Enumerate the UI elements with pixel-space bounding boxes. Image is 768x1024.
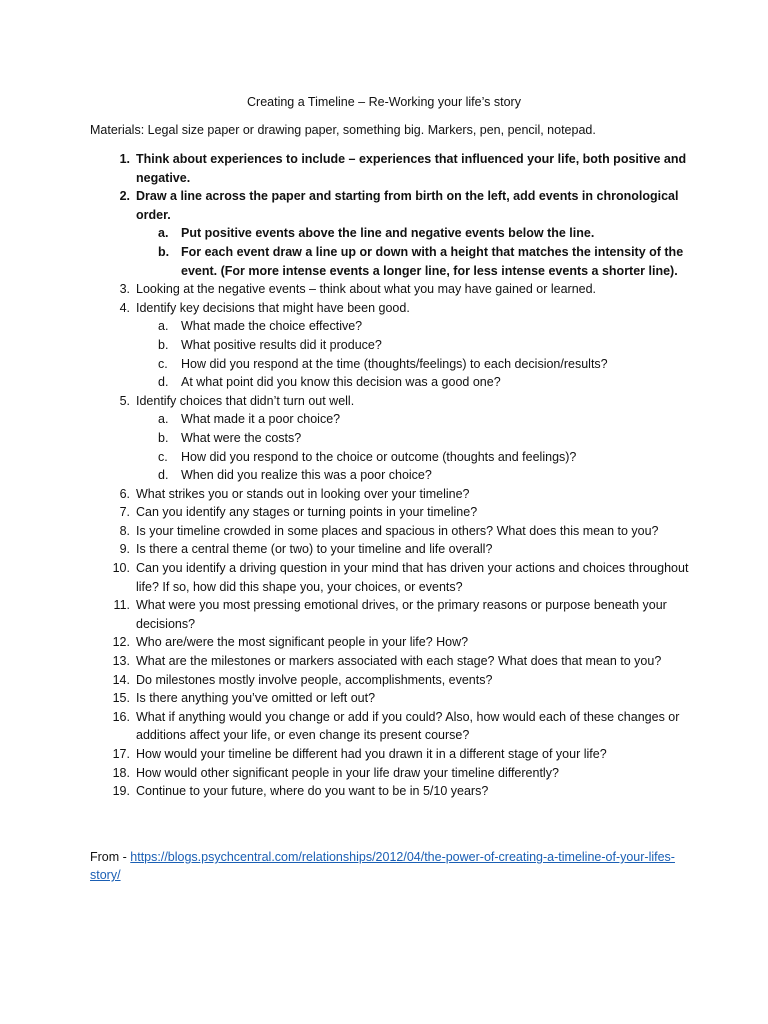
list-item-number: 16.: [112, 709, 130, 724]
list-item: [90, 392, 690, 411]
list-item: [90, 782, 690, 801]
list-item-text: Can you identify any stages or turning points in your timeline?: [136, 505, 478, 520]
list-item: [90, 633, 690, 652]
list-item-number: 6.: [119, 486, 130, 501]
list-item: [90, 708, 690, 745]
list-item: [90, 187, 690, 224]
sub-list-item: [90, 448, 690, 467]
list-item: [90, 150, 690, 187]
sub-list-item-text: For each event draw a line up or down with a height that matches the intensity of the event. (For more intense events a longer line, for less intense events a shorter line).: [181, 244, 684, 278]
sub-list-item-letter: d.: [158, 468, 169, 483]
list-item-text: Identify key decisions that might have been good.: [136, 300, 410, 315]
sub-list-item-text: How did you respond at the time (thoughts/feelings) to each decision/results?: [181, 356, 608, 371]
sub-list-item: [90, 466, 690, 485]
sub-list-item-text: At what point did you know this decision was a good one?: [181, 375, 501, 390]
list-item: [90, 671, 690, 690]
sub-list-item: [90, 355, 690, 374]
sub-list-item-text: What were the costs?: [181, 430, 302, 445]
list-item: [90, 522, 690, 541]
list-item-text: Draw a line across the paper and starting from birth on the left, add events in chronological order.: [136, 189, 679, 222]
sub-list-item-letter: c.: [158, 356, 168, 371]
list-item-text: What strikes you or stands out in looking over your timeline?: [136, 486, 470, 501]
sub-list-item-letter: a.: [158, 226, 169, 241]
list-item: [90, 503, 690, 522]
list-item-number: 8.: [119, 523, 130, 538]
list-item-number: 18.: [112, 765, 130, 780]
list-item: [90, 745, 690, 764]
list-item-text: How would other significant people in your life draw your timeline differently?: [136, 765, 559, 780]
list-item-text: Is there a central theme (or two) to your timeline and life overall?: [136, 542, 493, 557]
list-item-text: What are the milestones or markers associated with each stage? What does that mean to you?: [136, 654, 662, 669]
list-item-number: 15.: [112, 691, 130, 706]
list-item-text: Looking at the negative events – think about what you may have gained or learned.: [136, 282, 597, 297]
list-item-text: What if anything would you change or add if you could? Also, how would each of these changes or additions affect your life, or even change its present course?: [136, 709, 680, 743]
sub-list-item-text: Put positive events above the line and negative events below the line.: [181, 226, 595, 241]
list-item-number: 1.: [119, 152, 130, 166]
list-item-text: What were you most pressing emotional drives, or the primary reasons or purpose beneath your decisions?: [136, 598, 667, 631]
sub-list-item-text: What made the choice effective?: [181, 319, 363, 334]
list-item-text: Think about experiences to include – experiences that influenced your life, both positive and negative.: [136, 152, 687, 185]
sub-list-item-letter: b.: [158, 337, 169, 352]
list-item-number: 4.: [119, 300, 130, 315]
sub-list-item-text: How did you respond to the choice or outcome (thoughts and feelings)?: [181, 449, 577, 464]
question-list: [90, 150, 690, 801]
list-item-text: Is your timeline crowded in some places and spacious in others? What does this mean to you?: [136, 523, 659, 538]
source-line: [90, 848, 690, 884]
materials-line: Materials: Legal size paper or drawing paper, something big. Markers, pen, pencil, notepad.: [90, 123, 596, 137]
list-item: [90, 764, 690, 783]
list-item-text: Who are/were the most significant people in your life? How?: [136, 635, 469, 650]
sub-list-item: [90, 336, 690, 355]
sub-list-item-text: What made it a poor choice?: [181, 412, 341, 427]
list-item: [90, 299, 690, 318]
list-item-text: Do milestones mostly involve people, accomplishments, events?: [136, 672, 493, 687]
sub-list-item-letter: b.: [158, 244, 170, 259]
list-item-number: 2.: [119, 189, 130, 204]
list-item-number: 14.: [112, 672, 130, 687]
list-item-text: Is there anything you’ve omitted or left out?: [136, 691, 376, 706]
list-item-number: 11.: [113, 598, 130, 613]
sub-list-item: [90, 373, 690, 392]
list-item-text: Can you identify a driving question in your mind that has driven your actions and choices throughout life? If so, how did this shape you, your choices, or events?: [136, 561, 689, 594]
source-label: From -: [90, 850, 131, 864]
sub-list-item-letter: c.: [158, 449, 168, 464]
sub-list-item-letter: d.: [158, 375, 169, 390]
sub-list-item-letter: a.: [158, 319, 169, 334]
sub-list-item: [90, 243, 690, 280]
list-item: [90, 559, 690, 596]
list-item: [90, 540, 690, 559]
list-item-number: 17.: [112, 747, 130, 761]
list-item: [90, 280, 690, 299]
list-item-number: 9.: [119, 542, 130, 557]
sub-list-item: [90, 429, 690, 448]
list-item: [90, 596, 690, 633]
list-item-number: 13.: [112, 654, 130, 669]
sub-list-item: [90, 317, 690, 336]
list-item-number: 10.: [112, 561, 130, 576]
list-item-text: Continue to your future, where do you want to be in 5/10 years?: [136, 784, 489, 799]
sub-list-item-text: What positive results did it produce?: [181, 337, 382, 352]
list-item-number: 3.: [119, 282, 130, 297]
sub-list-item: [90, 224, 690, 243]
document-title: Creating a Timeline – Re-Working your life’s story: [247, 95, 521, 109]
list-item-text: Identify choices that didn’t turn out well.: [136, 393, 355, 408]
list-item: [90, 485, 690, 504]
list-item-number: 12.: [112, 635, 130, 650]
list-item: [90, 689, 690, 708]
sub-list-item-letter: a.: [158, 412, 169, 427]
list-item-number: 19.: [112, 784, 130, 799]
source-link[interactable]: https://blogs.psychcentral.com/relationships/2012/04/the-power-of-creating-a-timeline-of-your-lifes-story/: [90, 850, 675, 882]
list-item-number: 5.: [119, 393, 130, 408]
sub-list-item-letter: b.: [158, 430, 169, 445]
list-item-number: 7.: [119, 505, 130, 520]
list-item-text: How would your timeline be different had you drawn it in a different stage of your life?: [136, 747, 607, 761]
sub-list-item-text: When did you realize this was a poor choice?: [181, 468, 432, 483]
list-item: [90, 652, 690, 671]
sub-list-item: [90, 410, 690, 429]
